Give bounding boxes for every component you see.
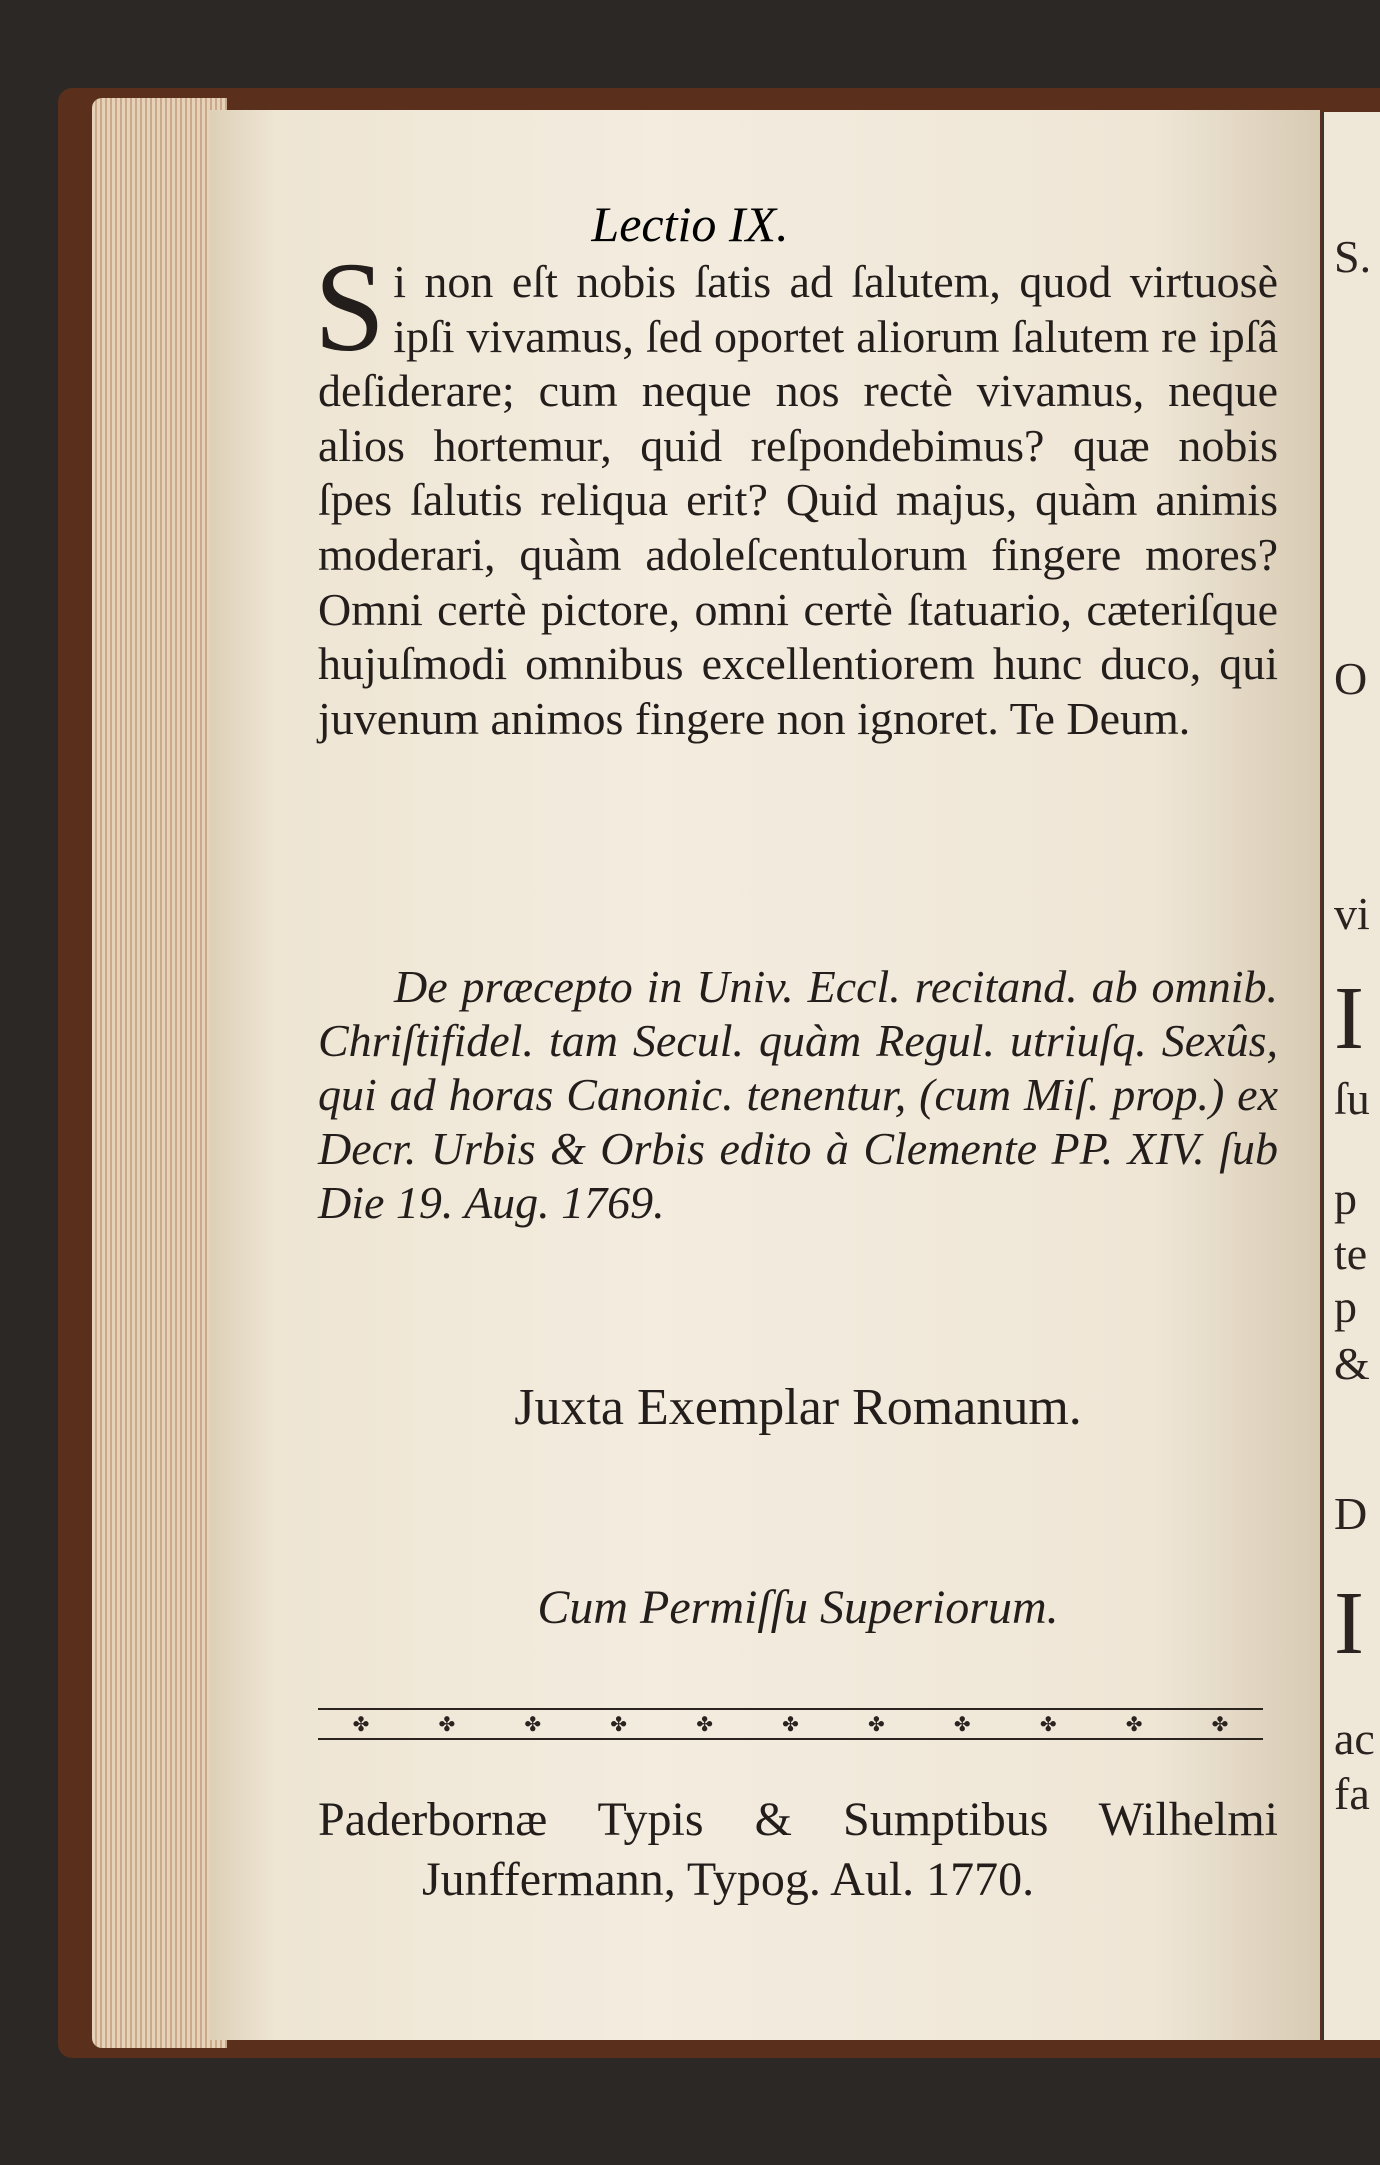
permission-line: Cum Permiſſu Superiorum. bbox=[537, 1581, 1059, 1634]
fleuron-icon: ✤ bbox=[953, 1713, 971, 1736]
fleuron-icon: ✤ bbox=[1211, 1713, 1229, 1736]
next-page-fragment: D bbox=[1334, 1488, 1368, 1539]
next-page-fragment: ac bbox=[1334, 1713, 1375, 1764]
fleuron-icon: ✤ bbox=[868, 1713, 885, 1736]
fleuron-icon: ✤ bbox=[782, 1713, 799, 1736]
fleuron-icon: ✤ bbox=[352, 1713, 370, 1736]
next-page-fragment: p bbox=[1334, 1281, 1357, 1332]
next-page-edge bbox=[1322, 112, 1380, 2040]
lesson-heading: Lectio IX. bbox=[591, 196, 789, 252]
ornament-divider bbox=[318, 1708, 1263, 1740]
decree-text: De præcepto in Univ. Eccl. recitand. ab omnib. Chriſtifidel. tam Secul. quàm Regul. utriuſq. Sexûs, qui ad horas Canonic. tenentur, (cum Miſ. prop.) ex Decr. Urbis & Orbis edito à Clemente PP. XIV. ſub Die 19. Aug. 1769. bbox=[318, 961, 1278, 1228]
next-page-fragment: vi bbox=[1334, 888, 1370, 939]
fleuron-icon: ✤ bbox=[524, 1713, 542, 1736]
lesson-body bbox=[314, 236, 1278, 746]
fleuron-icon: ✤ bbox=[696, 1713, 713, 1736]
next-page-fragment: I bbox=[1334, 969, 1364, 1068]
next-page-fragment: ſu bbox=[1334, 1073, 1370, 1124]
page-edges bbox=[92, 98, 227, 2048]
juxta-exemplar: Juxta Exemplar Romanum. bbox=[514, 1379, 1082, 1436]
imprint-line-1: Paderbornæ Typis & Sumptibus Wilhelmi bbox=[318, 1793, 1278, 1846]
next-page-fragment: O bbox=[1334, 653, 1368, 704]
imprint-line-2: Junffermann, Typog. Aul. 1770. bbox=[422, 1853, 1035, 1906]
drop-cap: S bbox=[314, 236, 386, 378]
imprint bbox=[318, 1790, 1278, 1910]
fleuron-icon: ✤ bbox=[438, 1713, 456, 1736]
next-page-fragment: S. bbox=[1334, 231, 1372, 282]
next-page-fragment: & bbox=[1334, 1338, 1370, 1389]
body-text: i non eſt nobis ſatis ad ſalutem, quod virtuosè ipſi vivamus, ſed oportet aliorum ſalutem re ipſâ deſiderare; cum neque nos rectè vivamus, neque alios hortemur, quid reſpondebimus? quæ nobis ſpes ſalutis reliqua erit? Quid majus, quàm animis moderari, quàm adoleſcentulorum fingere mores? Omni certè pictore, omni certè ſtatuario, cæteriſque hujuſmodi omnibus excellentiorem hunc duco, qui juvenum animos fingere non ignoret. Te Deum. bbox=[318, 256, 1278, 744]
fleuron-icon: ✤ bbox=[610, 1713, 628, 1736]
next-page-fragment: p bbox=[1334, 1173, 1357, 1224]
fleuron-icon: ✤ bbox=[1039, 1713, 1057, 1736]
next-page-fragment: fa bbox=[1334, 1768, 1370, 1819]
decree-note bbox=[318, 960, 1278, 1230]
fleuron-icon: ✤ bbox=[1125, 1713, 1143, 1736]
next-page-fragment: I bbox=[1334, 1574, 1364, 1673]
next-page-fragment: te bbox=[1334, 1228, 1368, 1279]
